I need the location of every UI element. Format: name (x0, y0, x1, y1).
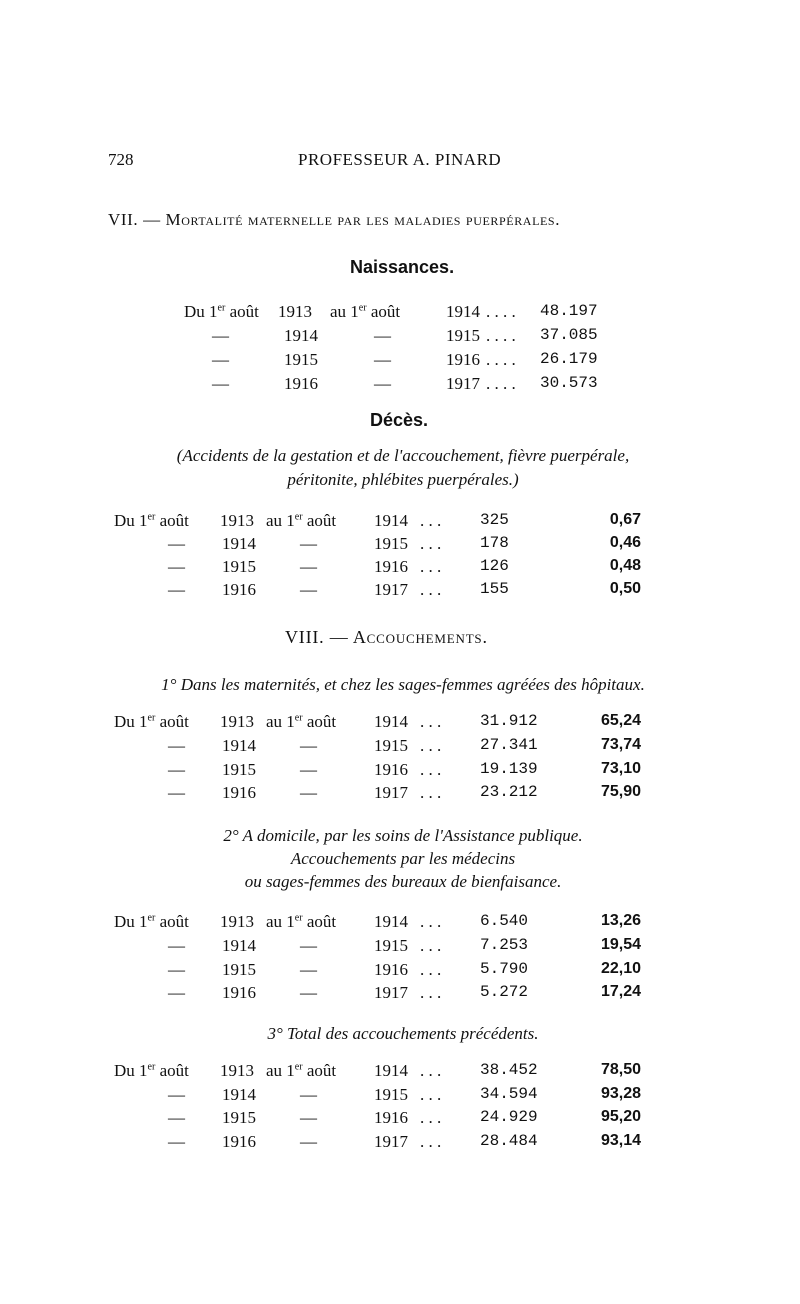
year-end: 1914 (374, 712, 408, 731)
percent-value: 0,48 (609, 557, 641, 574)
total-row (0, 1108, 800, 1132)
dash: — (168, 534, 185, 553)
sub1-caption: 1° Dans les maternités, et chez les sages-femmes agréées des hôpitaux. (161, 675, 645, 694)
sub2-caption-line1: 2° A domicile, par les soins de l'Assistance publique. (223, 826, 583, 845)
leader-dots: . . . (420, 511, 442, 530)
percent-value: 78,50 (600, 1061, 641, 1078)
count-value: 5.272 (480, 983, 529, 1001)
year-start: 1914 (284, 326, 318, 345)
leader-dots: . . . (420, 783, 442, 802)
dash: — (168, 1132, 185, 1151)
deces-row (0, 580, 800, 604)
leader-dots: . . . (420, 534, 442, 553)
maternite-row (0, 760, 800, 784)
count-value: 34.594 (480, 1085, 538, 1103)
maternite-row (0, 736, 800, 760)
year-start: 1913 (220, 712, 254, 731)
percent-value: 13,26 (600, 912, 641, 929)
naissances-row (0, 326, 800, 350)
deces-heading: Décès. (370, 410, 429, 430)
year-end: 1915 (374, 1085, 408, 1104)
year-start: 1916 (222, 1132, 256, 1151)
deces-note-line1: (Accidents de la gestation et de l'accouchement, fièvre puerpérale, (176, 446, 630, 465)
year-start: 1914 (222, 1085, 256, 1104)
year-end: 1915 (374, 534, 408, 553)
dash: — (300, 783, 317, 802)
dash: — (168, 580, 185, 599)
count-value: 28.484 (480, 1132, 538, 1150)
year-start: 1915 (222, 960, 256, 979)
year-start: 1914 (222, 736, 256, 755)
dash: — (212, 374, 229, 393)
dash: — (300, 1108, 317, 1127)
dash: — (168, 736, 185, 755)
sub3-caption: 3° Total des accouchements précédents. (267, 1024, 539, 1043)
maternite-row (0, 712, 800, 736)
dash: — (168, 557, 185, 576)
dash: — (374, 326, 391, 345)
percent-value: 17,24 (600, 983, 641, 1000)
leader-dots: . . . (420, 912, 442, 931)
dash: — (300, 580, 317, 599)
year-end: 1917 (446, 374, 480, 393)
naissances-row (0, 374, 800, 398)
row-start-label: Du 1er août (114, 712, 189, 731)
naissances-row (0, 302, 800, 326)
row-mid-label: au 1er août (266, 511, 337, 530)
count-value: 6.540 (480, 912, 529, 930)
domicile-row (0, 983, 800, 1007)
year-end: 1916 (374, 760, 408, 779)
year-start: 1916 (284, 374, 318, 393)
leader-dots: . . . (420, 936, 442, 955)
total-row (0, 1085, 800, 1109)
leader-dots: . . . . (486, 350, 516, 369)
row-start-label: Du 1er août (184, 302, 259, 321)
section-vii-title: VII. — Mortalité maternelle par les maladies puerpérales. (108, 210, 561, 229)
year-end: 1916 (374, 1108, 408, 1127)
deces-note-line2: péritonite, phlébites puerpérales.) (287, 470, 519, 489)
leader-dots: . . . (420, 1061, 442, 1080)
year-end: 1917 (374, 580, 408, 599)
dash: — (300, 736, 317, 755)
count-value: 24.929 (480, 1108, 538, 1126)
year-end: 1915 (374, 936, 408, 955)
row-mid-label: au 1er août (330, 302, 401, 321)
leader-dots: . . . . (486, 326, 516, 345)
percent-value: 19,54 (600, 936, 641, 953)
total-row (0, 1061, 800, 1085)
count-value: 126 (480, 557, 509, 575)
leader-dots: . . . . (486, 302, 516, 321)
percent-value: 73,10 (600, 760, 641, 777)
year-start: 1913 (278, 302, 312, 321)
dash: — (300, 936, 317, 955)
year-end: 1917 (374, 783, 408, 802)
leader-dots: . . . (420, 557, 442, 576)
year-start: 1916 (222, 580, 256, 599)
row-mid-label: au 1er août (266, 1061, 337, 1080)
row-start-label: Du 1er août (114, 511, 189, 530)
dash: — (212, 326, 229, 345)
dash: — (300, 960, 317, 979)
maternite-row (0, 783, 800, 807)
dash: — (300, 983, 317, 1002)
count-value: 31.912 (480, 712, 538, 730)
birth-count: 37.085 (540, 326, 598, 344)
count-value: 5.790 (480, 960, 529, 978)
domicile-row (0, 936, 800, 960)
count-value: 155 (480, 580, 509, 598)
domicile-row (0, 912, 800, 936)
birth-count: 30.573 (540, 374, 598, 392)
domicile-row (0, 960, 800, 984)
count-value: 7.253 (480, 936, 529, 954)
year-end: 1917 (374, 983, 408, 1002)
year-end: 1916 (446, 350, 480, 369)
count-value: 325 (480, 511, 509, 529)
dash: — (168, 960, 185, 979)
count-value: 27.341 (480, 736, 538, 754)
leader-dots: . . . (420, 1132, 442, 1151)
deces-row (0, 534, 800, 558)
percent-value: 93,14 (600, 1132, 641, 1149)
deces-row (0, 557, 800, 581)
percent-value: 0,67 (609, 511, 641, 528)
sub2-caption-line2: Accouchements par les médecins (290, 849, 516, 868)
dash: — (212, 350, 229, 369)
percent-value: 0,50 (609, 580, 641, 597)
dash: — (168, 1085, 185, 1104)
birth-count: 26.179 (540, 350, 598, 368)
year-start: 1915 (222, 1108, 256, 1127)
percent-value: 75,90 (600, 783, 641, 800)
row-mid-label: au 1er août (266, 712, 337, 731)
percent-value: 93,28 (600, 1085, 641, 1102)
dash: — (300, 1085, 317, 1104)
year-end: 1916 (374, 557, 408, 576)
dash: — (300, 1132, 317, 1151)
running-header: PROFESSEUR A. PINARD (298, 150, 502, 169)
year-start: 1914 (222, 936, 256, 955)
year-start: 1915 (222, 760, 256, 779)
leader-dots: . . . (420, 760, 442, 779)
dash: — (374, 350, 391, 369)
leader-dots: . . . (420, 712, 442, 731)
year-end: 1914 (374, 511, 408, 530)
count-value: 38.452 (480, 1061, 538, 1079)
year-start: 1916 (222, 983, 256, 1002)
dash: — (168, 936, 185, 955)
leader-dots: . . . (420, 1108, 442, 1127)
birth-count: 48.197 (540, 302, 598, 320)
year-start: 1913 (220, 1061, 254, 1080)
dash: — (168, 760, 185, 779)
year-end: 1916 (374, 960, 408, 979)
dash: — (168, 783, 185, 802)
row-mid-label: au 1er août (266, 912, 337, 931)
count-value: 23.212 (480, 783, 538, 801)
row-start-label: Du 1er août (114, 912, 189, 931)
percent-value: 73,74 (600, 736, 641, 753)
count-value: 178 (480, 534, 509, 552)
count-value: 19.139 (480, 760, 538, 778)
leader-dots: . . . (420, 983, 442, 1002)
year-end: 1914 (446, 302, 480, 321)
dash: — (168, 983, 185, 1002)
year-end: 1914 (374, 912, 408, 931)
row-start-label: Du 1er août (114, 1061, 189, 1080)
year-end: 1914 (374, 1061, 408, 1080)
leader-dots: . . . (420, 960, 442, 979)
year-start: 1915 (284, 350, 318, 369)
year-start: 1915 (222, 557, 256, 576)
sub2-caption-line3: ou sages-femmes des bureaux de bienfaisance. (244, 872, 562, 891)
section-viii-title: VIII. — Accouchements. (285, 627, 488, 647)
year-end: 1915 (374, 736, 408, 755)
dash: — (300, 557, 317, 576)
dash: — (300, 534, 317, 553)
dash: — (168, 1108, 185, 1127)
leader-dots: . . . (420, 736, 442, 755)
deces-row (0, 511, 800, 535)
year-start: 1916 (222, 783, 256, 802)
naissances-heading: Naissances. (350, 257, 455, 277)
year-end: 1915 (446, 326, 480, 345)
year-start: 1913 (220, 912, 254, 931)
percent-value: 22,10 (600, 960, 641, 977)
leader-dots: . . . (420, 1085, 442, 1104)
dash: — (300, 760, 317, 779)
naissances-row (0, 350, 800, 374)
total-row (0, 1132, 800, 1156)
percent-value: 95,20 (600, 1108, 641, 1125)
year-start: 1914 (222, 534, 256, 553)
page-number: 728 (108, 150, 134, 169)
year-end: 1917 (374, 1132, 408, 1151)
leader-dots: . . . . (486, 374, 516, 393)
year-start: 1913 (220, 511, 254, 530)
dash: — (374, 374, 391, 393)
leader-dots: . . . (420, 580, 442, 599)
percent-value: 0,46 (609, 534, 641, 551)
percent-value: 65,24 (600, 712, 641, 729)
